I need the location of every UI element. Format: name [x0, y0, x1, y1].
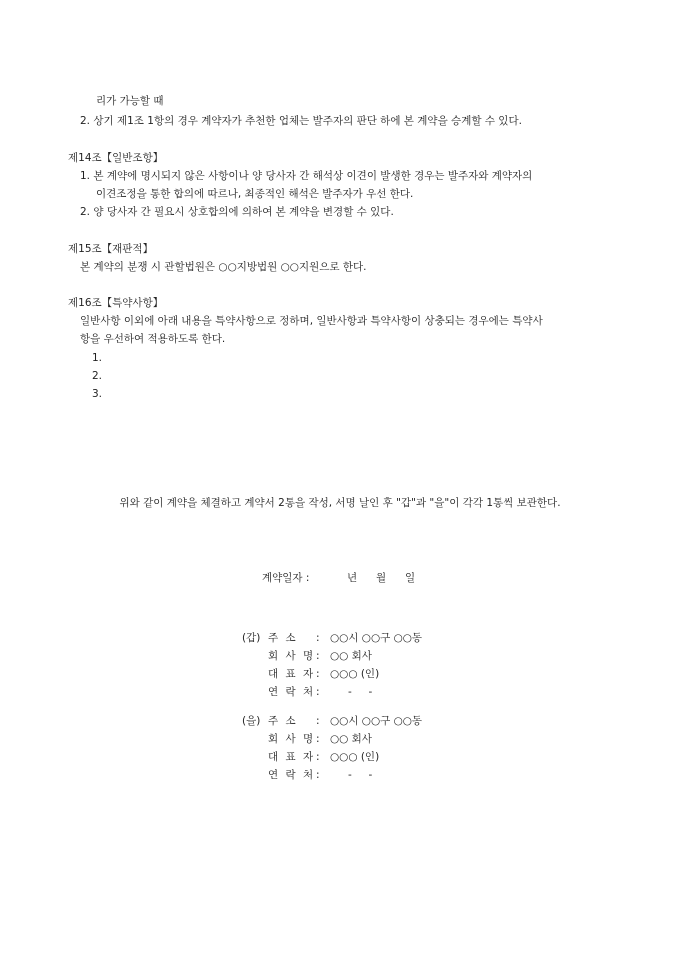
party-b-contact-value: - - — [348, 769, 373, 781]
party-a-rep-value: ○○○ (인) — [330, 668, 380, 680]
closing-statement: 위와 같이 계약을 체결하고 계약서 2통을 작성, 서명 날인 후 "갑"과 "을"이 각각 1통씩 보관한다. — [119, 497, 561, 509]
art14-item1-line1: 1. 본 계약에 명시되지 않은 사항이나 양 당사자 간 해석상 이견이 발생한 경우는 발주자와 계약자의 — [80, 170, 533, 182]
party-b-colon: : — [316, 733, 320, 745]
art14-title: 제14조【일반조항】 — [68, 152, 164, 164]
party-a-contact-key: 연 락 처 — [268, 686, 316, 698]
party-a-colon: : — [316, 650, 320, 662]
party-b-contact-key: 연 락 처 — [268, 769, 316, 781]
party-a-contact-value: - - — [348, 686, 373, 698]
party-a-address-key: 주 소 — [268, 632, 298, 644]
art13-item1-continuation: 리가 가능할 때 — [96, 95, 164, 107]
party-b-company-value: ○○ 회사 — [330, 733, 372, 745]
art13-item2: 2. 상기 제1조 1항의 경우 계약자가 추천한 업체는 발주자의 판단 하에 본 계약을 승계할 수 있다. — [80, 115, 522, 127]
art15-title: 제15조【재판적】 — [68, 243, 154, 255]
party-b-colon: : — [316, 715, 320, 727]
art16-item: 2. — [92, 370, 103, 382]
party-a-colon: : — [316, 632, 320, 644]
party-b-rep-key: 대 표 자 — [268, 751, 316, 763]
art16-body-line2: 항을 우선하여 적용하도록 한다. — [80, 333, 226, 345]
party-a-colon: : — [316, 686, 320, 698]
contract-date-label: 계약일자 : — [262, 572, 310, 584]
art16-body-line1: 일반사항 이외에 아래 내용을 특약사항으로 정하며, 일반사항과 특약사항이 상충되는 경우에는 특약사 — [80, 315, 543, 327]
contract-date-day: 일 — [405, 572, 416, 584]
contract-date-month: 월 — [376, 572, 387, 584]
party-b-rep-value: ○○○ (인) — [330, 751, 380, 763]
party-a-label: (갑) — [242, 632, 261, 644]
party-b-colon: : — [316, 769, 320, 781]
party-b-address-value: ○○시 ○○구 ○○동 — [330, 715, 423, 727]
party-b-address-key: 주 소 — [268, 715, 298, 727]
contract-date-year: 년 — [347, 572, 358, 584]
party-b-label: (을) — [242, 715, 261, 727]
party-b-colon: : — [316, 751, 320, 763]
art16-title: 제16조【특약사항】 — [68, 297, 164, 309]
party-a-rep-key: 대 표 자 — [268, 668, 316, 680]
art15-body: 본 계약의 분쟁 시 관할법원은 ○○지방법원 ○○지원으로 한다. — [80, 261, 367, 273]
party-a-company-key: 회 사 명 — [268, 650, 316, 662]
party-a-company-value: ○○ 회사 — [330, 650, 372, 662]
party-a-colon: : — [316, 668, 320, 680]
party-b-company-key: 회 사 명 — [268, 733, 316, 745]
art16-item: 1. — [92, 352, 103, 364]
art14-item2: 2. 양 당사자 간 필요시 상호합의에 의하여 본 계약을 변경할 수 있다. — [80, 206, 394, 218]
party-a-address-value: ○○시 ○○구 ○○동 — [330, 632, 423, 644]
art14-item1-line2: 이견조정을 통한 합의에 따르나, 최종적인 해석은 발주자가 우선 한다. — [96, 188, 414, 200]
art16-item: 3. — [92, 388, 103, 400]
